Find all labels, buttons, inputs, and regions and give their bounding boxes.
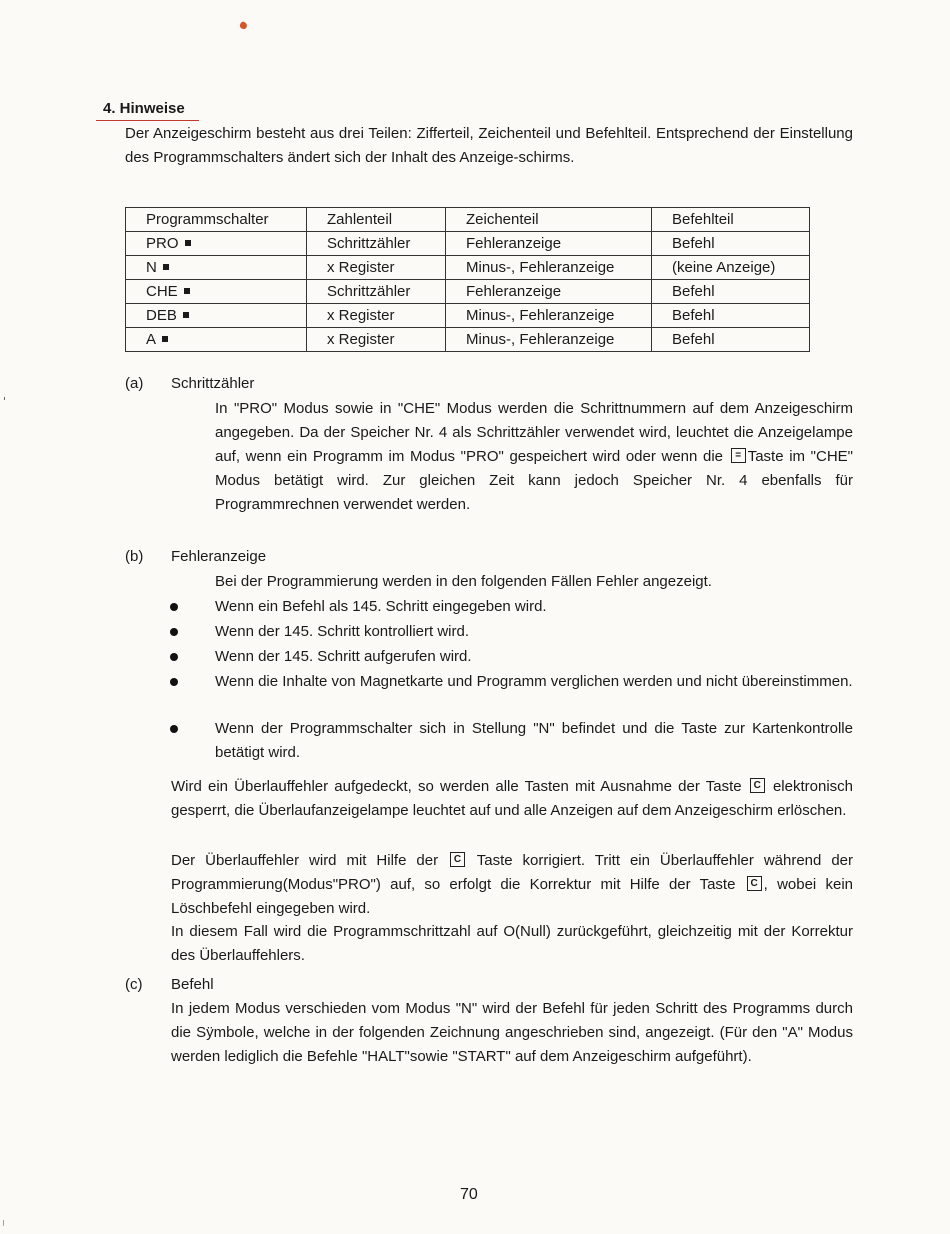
bullet-icon [170,678,178,686]
margin-mark [4,397,5,400]
text-run: elektronisch gesperrt, die Überlaufanzeigelampe leuchtet auf und alle Anzeigen auf dem Anzeigeschirm erlöschen. [171,778,853,819]
square-marker [184,288,190,294]
clear-key-icon: C [450,852,465,867]
table-row [126,328,810,352]
clear-key-icon: C [747,876,762,891]
schrittzaehler-paragraph [215,397,853,517]
reset-paragraph [171,920,853,968]
heading-underline [96,120,199,121]
table-cell: Befehl [652,280,810,304]
paragraph-text: In diesem Fall wird die Programmschrittzahl auf O(Null) zurückgeführt, gleichzeitig mit der Korrektur des Überlauffehlers. [171,923,853,964]
table-header: Zeichenteil [446,208,652,232]
list-item: Wenn der 145. Schritt kontrolliert wird. [215,623,469,640]
bullet-icon [170,603,178,611]
text-run: , wobei kein Löschbefehl eingegeben wird. [171,876,854,917]
overflow-paragraph [171,775,853,823]
table-cell: Fehleranzeige [446,232,652,256]
square-marker [185,240,191,246]
intro-text: Der Anzeigeschirm besteht aus drei Teilen: Zifferteil, Zeichenteil und Befehlteil. Entsprechend der Einstellung des Programmschalters ändert sich der Inhalt des Anzeige-schirms. [125,125,853,166]
text-run: Der Überlauffehler wird mit Hilfe der [171,852,439,869]
table-row [126,280,810,304]
table-row [126,304,810,328]
table-cell: Fehleranzeige [446,280,652,304]
square-marker [183,312,189,318]
mode-name: PRO [146,235,179,252]
section-title: Fehleranzeige [171,548,267,565]
mode-name: CHE [146,283,178,300]
section-title: Befehl [171,976,214,993]
section-label: (b) [125,548,144,565]
table-cell: Minus-, Fehleranzeige [446,328,652,352]
text-run: Taste im "CHE" Modus betätigt wird. Zur gleichen Zeit kann jedoch Speicher Nr. 4 ebenfalls für Programmrechnen verwendet werden. [215,448,853,513]
mode-table [125,207,810,352]
table-header: Programmschalter [126,208,307,232]
equals-key-icon: = [731,448,746,463]
mode-name: N [146,259,157,276]
intro-paragraph [125,122,853,170]
table-cell: x Register [307,328,446,352]
paragraph-text [215,397,853,517]
clear-key-icon: C [750,778,765,793]
paragraph-text [171,775,853,823]
table-cell [126,232,307,256]
section-heading: 4. Hinweise [103,100,185,117]
table-cell [126,328,307,352]
table-row [126,256,810,280]
mode-name: DEB [146,307,177,324]
text-run: In "PRO" Modus sowie in "CHE" Modus werden die Schrittnummern auf dem Anzeigeschirm angegeben. Da der Speicher Nr. 4 als Schrittzähler verwendet wird, leuchtet die Anzeigelampe auf, wenn ein Programm im Modus "PRO" gespeichert wird oder wenn die [215,400,853,465]
ink-mark [239,21,248,30]
list-item: Wenn ein Befehl als 145. Schritt eingegeben wird. [215,598,547,615]
table-cell: Minus-, Fehleranzeige [446,304,652,328]
list-item: Wenn der 145. Schritt aufgerufen wird. [215,648,472,665]
table-cell: Befehl [652,328,810,352]
section-label: (c) [125,976,143,993]
table-cell: Befehl [652,304,810,328]
text-run: Taste korrigiert. Tritt ein Überlauffehler während der Programmierung(Modus"PRO") auf, so erfolgt die Korrektur mit Hilfe der Taste [171,852,854,893]
table-cell: x Register [307,256,446,280]
table-cell [126,256,307,280]
table-header: Befehlteil [652,208,810,232]
table-cell: x Register [307,304,446,328]
square-marker [163,264,169,270]
section-label: (a) [125,375,144,392]
fehler-intro: Bei der Programmierung werden in den folgenden Fällen Fehler angezeigt. [215,573,712,590]
text-run: Wird ein Überlauffehler aufgedeckt, so werden alle Tasten mit Ausnahme der Taste [171,778,742,795]
list-item: Wenn die Inhalte von Magnetkarte und Programm verglichen werden und nicht übereinstimmen. [215,673,853,690]
paragraph-text: In jedem Modus verschieden vom Modus "N" wird der Befehl für jeden Schritt des Programms durch die Sÿmbole, welche in der folgenden Zeichnung angeschrieben sind, angezeigt. (Für den "A" Modus werden lediglich die Befehle "HALT"sowie "START" auf dem Anzeigeschirm aufgeführt). [171,1000,853,1065]
bullet-icon [170,628,178,636]
table-cell: Schrittzähler [307,232,446,256]
correction-paragraph [171,849,853,921]
table-header: Zahlenteil [307,208,446,232]
list-item: Wenn der Programmschalter sich in Stellung "N" befindet und die Taste zur Kartenkontrolle betätigt wird. [215,720,853,761]
page-number: 70 [460,1186,478,1203]
table-cell: Befehl [652,232,810,256]
befehl-paragraph [171,997,853,1069]
table-cell: (keine Anzeige) [652,256,810,280]
table-header-row [126,208,810,232]
table-row [126,232,810,256]
mode-name: A [146,331,157,348]
table-cell [126,280,307,304]
table-cell [126,304,307,328]
bullet-icon [170,725,178,733]
bullet-icon [170,653,178,661]
table-cell: Schrittzähler [307,280,446,304]
margin-mark [3,1220,4,1226]
paragraph-text [171,849,853,921]
table-cell: Minus-, Fehleranzeige [446,256,652,280]
square-marker [162,336,168,342]
section-title: Schrittzähler [171,375,255,392]
